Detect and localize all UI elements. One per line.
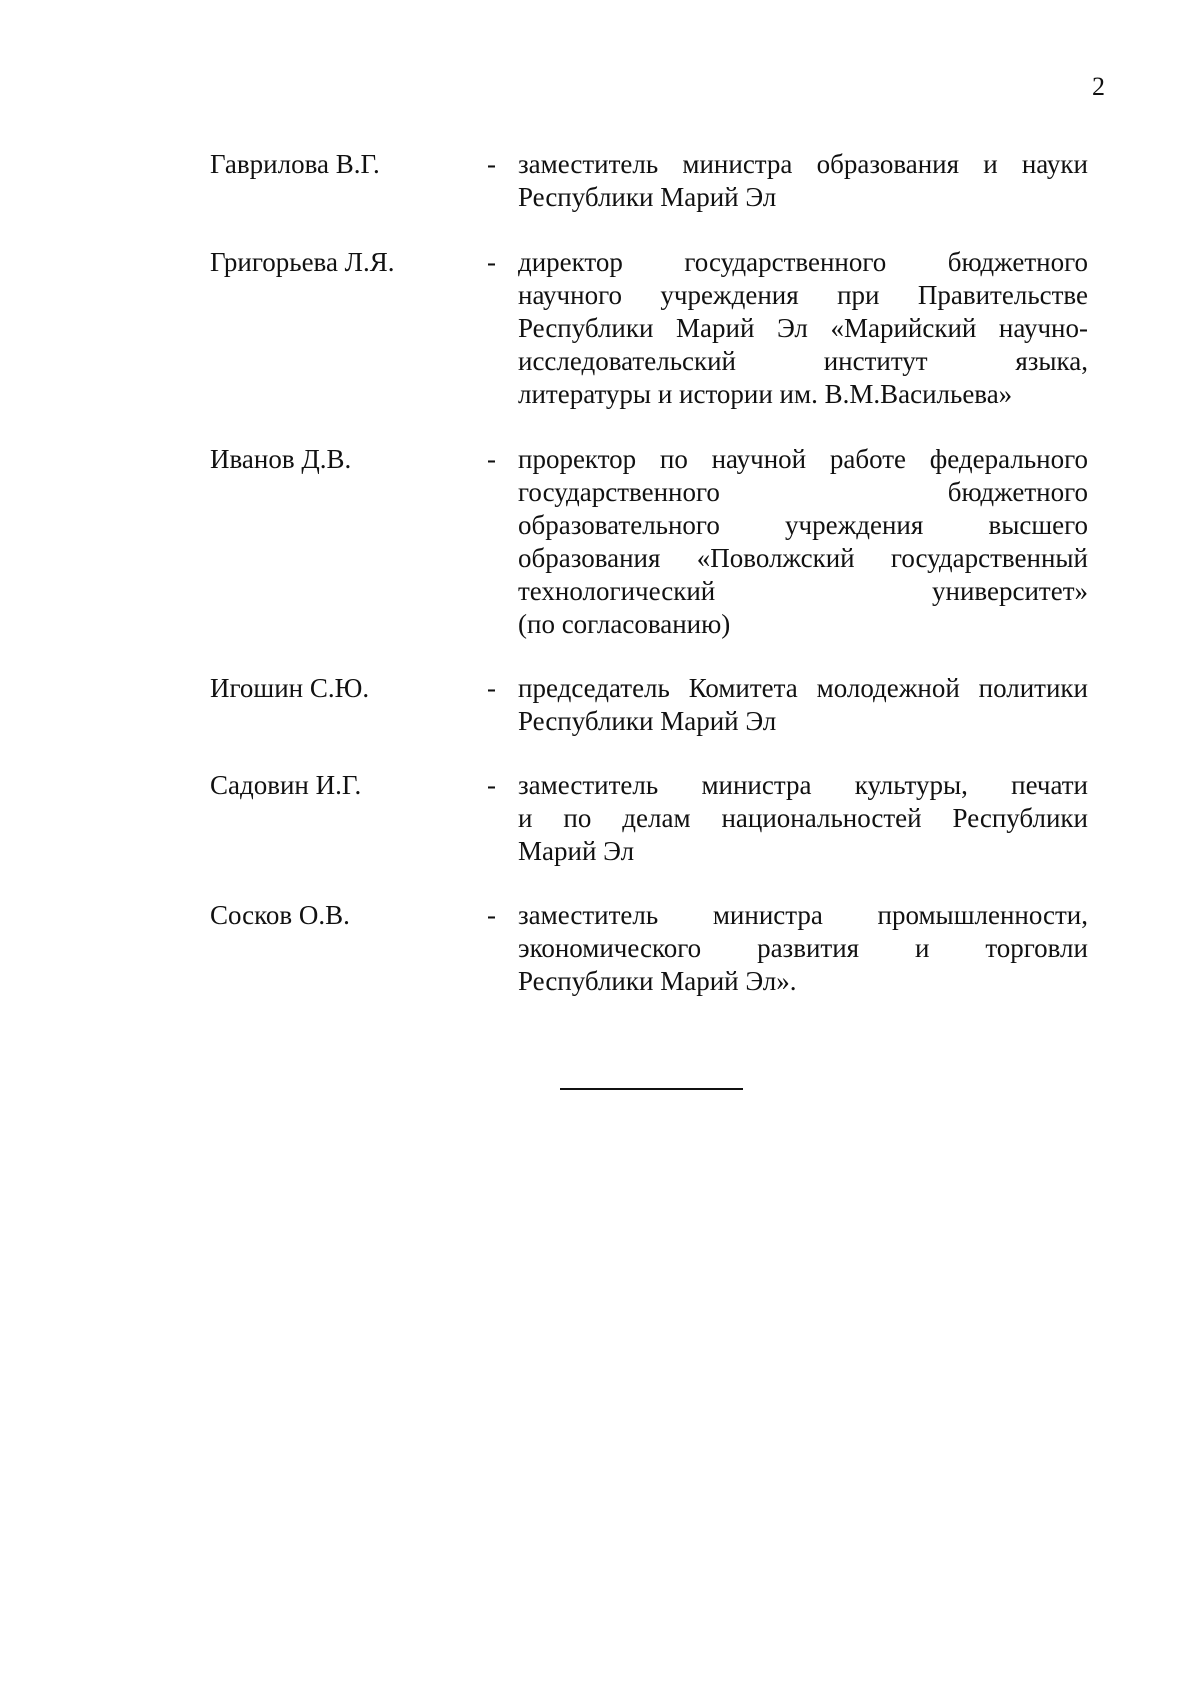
member-dash: - [487,247,496,277]
position-line: проректор по научной работе федерального [518,444,1088,474]
member-dash: - [487,673,496,703]
page-number: 2 [1092,72,1105,101]
end-rule [560,1088,743,1090]
member-name: Сосков О.В. [210,900,350,930]
position-line: Марий Эл [518,836,635,866]
member-name: Садовин И.Г. [210,770,362,800]
position-line: образования «Поволжский государственный [518,543,1088,573]
position-line: Республики Марий Эл [518,706,777,736]
position-line: образовательного учреждения высшего [518,510,1088,540]
member-position [518,899,1088,998]
position-line: председатель Комитета молодежной политики [518,673,1088,703]
position-line: Республики Марий Эл [518,182,777,212]
position-line: научного учреждения при Правительстве [518,280,1088,310]
position-line: заместитель министра промышленности, [518,900,1088,930]
position-line: экономического развития и торговли [518,933,1088,963]
member-name: Гаврилова В.Г. [210,149,380,179]
member-position [518,443,1088,641]
position-line: (по согласованию) [518,609,731,639]
member-position [518,672,1088,738]
position-line: Республики Марий Эл «Марийский научно- [518,313,1088,343]
position-line: заместитель министра культуры, печати [518,770,1088,800]
position-line: исследовательский институт языка, [518,346,1088,376]
member-name: Иванов Д.В. [210,444,352,474]
position-line: заместитель министра образования и науки [518,149,1088,179]
position-line: литературы и истории им. В.М.Васильева» [518,379,1013,409]
member-dash: - [487,444,496,474]
member-name: Игошин С.Ю. [210,673,370,703]
member-name: Григорьева Л.Я. [210,247,395,277]
position-line: Республики Марий Эл». [518,966,797,996]
position-line: директор государственного бюджетного [518,247,1088,277]
position-line: и по делам национальностей Республики [518,803,1088,833]
member-position [518,148,1088,214]
position-line: технологический университет» [518,576,1088,606]
member-dash: - [487,900,496,930]
position-line: государственного бюджетного [518,477,1088,507]
member-position [518,246,1088,411]
member-dash: - [487,149,496,179]
member-dash: - [487,770,496,800]
member-position [518,769,1088,868]
